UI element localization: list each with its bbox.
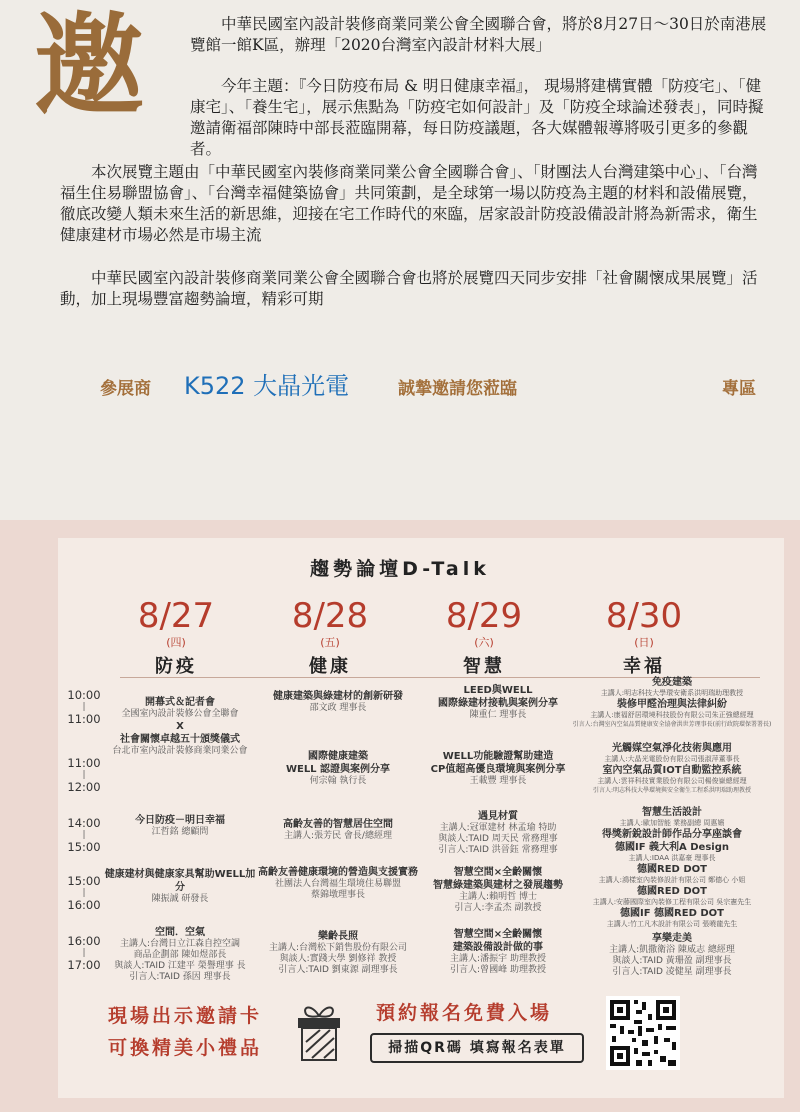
session-speaker: 主講人:潘振宇 助理教授	[450, 954, 546, 964]
booth-name: K522 大晶光電	[184, 372, 350, 400]
session-speaker: 全國室內設計裝修公會全聯會	[121, 709, 239, 719]
session-speaker: 主講人:明志科技大學環安衛系洪明瑞助理教授	[600, 689, 744, 697]
session	[258, 866, 418, 901]
session-title: 高齡友善健康環境的營造與支援實務	[258, 867, 418, 878]
gift-icon	[292, 1002, 346, 1064]
qr-code-icon[interactable]	[606, 996, 680, 1070]
session-speaker: 主講人:康福舒居環境科技股份有限公司朱正強總經理	[590, 711, 754, 719]
session-speaker: 與談人:TAID 周天民 常務理事	[438, 834, 558, 844]
welcome-text: 誠摯邀請您蒞臨	[398, 379, 517, 399]
day-column-1	[116, 596, 236, 678]
session-speaker: 主講人:賴明哲 博士	[459, 892, 537, 902]
session-speaker: 主講人:凱撒衛浴 陳威志 總經理	[609, 945, 735, 955]
session-title: 德國RED DOT	[637, 864, 707, 875]
session-speaker: 主講人:大晶光電股份有限公司張淑萍董事長	[604, 755, 740, 763]
session-speaker: 主講人:張芳民 會長/總經理	[284, 831, 392, 841]
session-title: WELL功能驗證幫助建造	[442, 751, 554, 762]
time-slot-5	[64, 934, 104, 973]
day-theme: 防疫	[155, 656, 197, 677]
time-sep: |	[82, 702, 86, 712]
session-speaker: 商品企劃部 陳如煜部長	[133, 950, 227, 960]
session	[572, 676, 772, 729]
session-speaker: 主講人:IDAA 洪嘉豪 理事長	[628, 854, 716, 862]
session-speaker: 與談人:實踐大學 劉修祥 教授	[279, 954, 397, 964]
organizers-paragraph: 本次展覽主題由「中華民國室內裝修商業同業公會全國聯合會」、「財團法人台灣建築中心」、「台灣福生住易聯盟協會」、「台灣幸福健築協會」共同策劃，是全球第一場以防疫為主題的材料和設備展覽，徹底改變人類未來生活的新思維，迎接在宅工作時代的來臨，居家設計防疫設備設計將為新需求，衛生健康建材市場必然是市場主流	[60, 163, 758, 244]
session-speaker: 何宗翰 執行長	[309, 776, 367, 786]
session-title: WELL 認證與案例分享	[285, 764, 391, 775]
session-title: 健康建築與綠建材的創新研發	[273, 691, 403, 702]
day-column-2	[270, 596, 390, 678]
day-weekday: (日)	[634, 636, 654, 649]
promo-line-1: 現場出示邀請卡	[108, 1005, 263, 1027]
session-speaker: 主講人:安藤國際室內裝修工程有限公司 吳宗憲先生	[592, 898, 752, 906]
theme-paragraph: 今年主題：『今日防疫布局 & 明日健康幸福』， 現場將建構實體「防疫宅」、「健康宅」、「養生宅」，展示焦點為「防疫宅如何設計」及「防疫全球論述發表」，同時擬邀請衛福部陳時中部長蒞臨開幕，每日防疫議題，各大媒體報導將吸引更多的參觀者。	[190, 77, 764, 158]
time-slot-1	[64, 688, 104, 727]
day-date: 8/29	[445, 596, 523, 636]
time-start: 11:00	[67, 756, 101, 770]
day-column-4	[584, 596, 704, 678]
session	[572, 742, 772, 795]
time-start: 16:00	[67, 934, 101, 948]
session-speaker: 主講人:竹工凡木設計有限公司 張曉龍先生	[606, 920, 738, 928]
session-title: 德國RED DOT	[637, 886, 707, 897]
session	[572, 806, 772, 929]
invite-character: 邀	[34, 1, 144, 130]
session-title: 光觸媒空氣淨化技術與應用	[612, 743, 732, 754]
promo-line-2: 可換精美小禮品	[108, 1037, 263, 1059]
session	[100, 814, 260, 838]
session-title: 健康建材與健康家具幫助WELL加分	[104, 869, 256, 893]
session-title: 空間．空氣	[155, 927, 205, 938]
session-speaker: 引言人:李孟杰 副教授	[454, 903, 542, 913]
time-sep: |	[82, 830, 86, 840]
session	[418, 810, 578, 856]
session	[258, 818, 418, 842]
invitation-section	[0, 0, 800, 520]
session-speaker: 引言人:TAID 劉東源 副理事長	[278, 965, 398, 975]
session-speaker: 與談人:TAID 江建平 榮譽理事 長	[114, 961, 246, 971]
session-title: 國際綠建材接軌與案例分享	[438, 698, 558, 709]
session-speaker: 引言人:台灣室內空氣品質健康安全協會洪世芳理事長(前行政院環保署署長)	[572, 721, 772, 728]
session-title: 德國IF 德國RED DOT	[620, 908, 724, 919]
session-speaker: 邵文政 理事長	[309, 703, 367, 713]
time-end: 11:00	[67, 712, 101, 726]
session-title: 德國IF 義大利A Design	[615, 842, 729, 853]
session-speaker: 引言人:明志科技大學環境與安全衛生工程系洪明瑞助理教授	[592, 787, 752, 794]
session	[418, 928, 578, 976]
session	[100, 926, 260, 983]
registration-title: 預約報名免費入場	[376, 1002, 553, 1024]
time-end: 15:00	[67, 840, 101, 854]
day-theme: 健康	[309, 656, 351, 677]
session-speaker: 引言人:TAID 凌健星 副理事長	[612, 967, 732, 977]
time-end: 12:00	[67, 780, 101, 794]
session-speaker: 主講人:冠軍建材 林孟瑜 特助	[439, 823, 557, 833]
session	[418, 684, 578, 721]
session-speaker: 主講人:雲祥科技實業股份有限公司楊俊嶽總經理	[597, 777, 747, 785]
registration-button[interactable]: 掃描QR碼 填寫報名表單	[370, 1033, 584, 1063]
session-title: 今日防疫－明日幸福	[135, 815, 225, 826]
day-date: 8/28	[291, 596, 369, 636]
session-title: 智慧空間×全齡關懷	[453, 929, 543, 940]
day-date: 8/27	[137, 596, 215, 636]
session-speaker: 蔡錦墩理事長	[310, 890, 365, 900]
session-x: X	[176, 721, 184, 732]
session-speaker: 引言人:曾國峰 助理教授	[450, 965, 546, 975]
day-theme: 幸福	[623, 656, 665, 677]
session-title: 智慧綠建築與建材之發展趨勢	[433, 880, 563, 891]
session-title: 裝修甲醛治理與法律糾紛	[617, 699, 727, 710]
session	[258, 930, 418, 976]
session	[418, 750, 578, 787]
exhibitor-label: 參展商	[100, 379, 151, 399]
session-speaker: 陳振誠 研發長	[151, 894, 209, 904]
time-start: 15:00	[67, 874, 101, 888]
session-title: 建築設備設計做的事	[453, 942, 543, 953]
time-sep: |	[82, 888, 86, 898]
day-date: 8/30	[605, 596, 683, 636]
session-speaker: 王載豐 理事長	[469, 776, 527, 786]
session	[258, 750, 418, 787]
session-title: 高齡友善的智慧居住空間	[283, 819, 393, 830]
time-sep: |	[82, 770, 86, 780]
day-weekday: (五)	[320, 636, 340, 649]
session-speaker: 主講人:歐加智能 業務副總 周惠嬪	[619, 819, 725, 827]
time-end: 17:00	[67, 958, 101, 972]
session	[418, 866, 578, 914]
session-speaker: 引言人:TAID 洪晉鈺 常務理事	[438, 845, 558, 855]
session-title: 得獎新銳設計師作品分享座談會	[602, 829, 742, 840]
session-speaker: 主講人:台灣日立江森自控空調	[119, 939, 241, 949]
session-speaker: 與談人:TAID 黃珊盈 副理事長	[612, 956, 732, 966]
exhibitor-row	[0, 366, 800, 406]
session-speaker: 主講人:台灣松下銷售股份有限公司	[268, 943, 408, 953]
session-title: 免疫建築	[652, 677, 692, 688]
session	[100, 868, 260, 905]
time-end: 16:00	[67, 898, 101, 912]
time-start: 14:00	[67, 816, 101, 830]
session-speaker: 江哲銘 總顧問	[151, 827, 209, 837]
time-slot-3	[64, 816, 104, 855]
session-title: 社會關懷卓越五十頒獎儀式	[120, 734, 240, 745]
intro-paragraph: 中華民國室內設計裝修商業同業公會全國聯合會，將於8月27日～30日於南港展覽館一館K區，辦理「2020台灣室內設計材料大展」	[190, 15, 767, 54]
session-title: 國際健康建築	[308, 751, 368, 762]
time-start: 10:00	[67, 688, 101, 702]
day-weekday: (四)	[166, 636, 186, 649]
session	[100, 696, 260, 757]
session-title: 智慧生活設計	[642, 807, 702, 818]
session-title: 開幕式＆記者會	[145, 697, 215, 708]
zone-label: 專區	[722, 379, 756, 399]
session-title: 享樂走美	[652, 933, 692, 944]
session-title: 遇見材質	[478, 811, 518, 822]
session-title: 智慧空間×全齡關懷	[453, 867, 543, 878]
session-title: LEED與WELL	[463, 685, 533, 696]
time-slot-2	[64, 756, 104, 795]
dtalk-title: 趨勢論壇D-Talk	[310, 558, 490, 580]
session-speaker: 社團法人台灣福生環境住易聯盟	[274, 879, 401, 889]
session-title: 樂齡長照	[318, 931, 358, 942]
activities-paragraph: 中華民國室內設計裝修商業同業公會全國聯合會也將於展覽四天同步安排「社會關懷成果展覽」活動，加上現場豐富趨勢論壇，精彩可期	[60, 269, 758, 308]
session	[258, 690, 418, 714]
time-sep: |	[82, 948, 86, 958]
day-theme: 智慧	[463, 656, 505, 677]
session-speaker: 陳重仁 理事長	[469, 710, 527, 720]
session-title: CP值超高優良環境與案例分享	[430, 764, 566, 775]
session-speaker: 台北市室內設計裝修商業同業公會	[112, 746, 248, 756]
session-speaker: 主講人:鴻樣室內裝修設計有限公司 鄭德心 小姐	[598, 876, 746, 884]
day-column-3	[424, 596, 544, 678]
gift-promo	[108, 1000, 262, 1064]
day-weekday: (六)	[474, 636, 494, 649]
session-speaker: 引言人:TAID 孫因 理事長	[129, 972, 231, 982]
time-slot-4	[64, 874, 104, 913]
session-title: 室內空氣品質IOT自動監控系統	[602, 765, 742, 776]
session	[572, 932, 772, 978]
